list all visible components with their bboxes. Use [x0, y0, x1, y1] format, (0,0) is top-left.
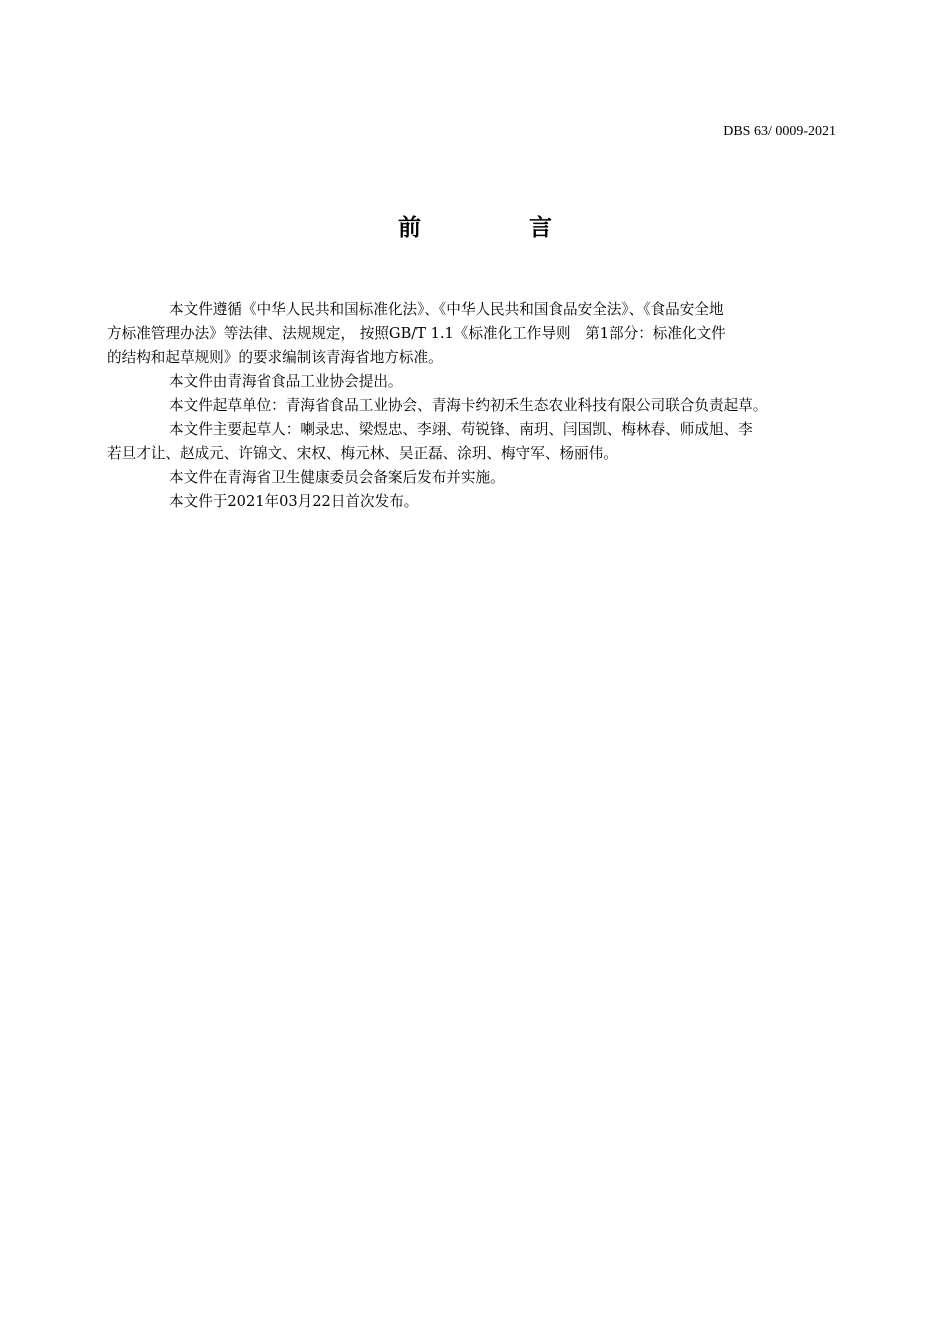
paragraph-line: 本文件遵循《中华人民共和国标准化法》、《中华人民共和国食品安全法》、《食品安全地 — [169, 301, 724, 318]
page-title: 前 言 — [397, 215, 602, 241]
paragraph-line: 若旦才让、赵成元、许锦文、宋权、梅元林、吴正磊、涂玥、梅守军、杨丽伟。 — [107, 445, 618, 462]
paragraph-release-date — [138, 490, 838, 514]
paragraph-drafting-units — [138, 394, 838, 418]
paragraph-drafters — [107, 418, 838, 466]
paragraph-proposer — [138, 370, 838, 394]
paragraph-line: 本文件于2021年03月22日首次发布。 — [169, 493, 419, 510]
paragraph-basis — [107, 298, 838, 370]
paragraph-line: 本文件起草单位：青海省食品工业协会、青海卡约初禾生态农业科技有限公司联合负责起草。 — [169, 397, 768, 414]
paragraph-line: 本文件由青海省食品工业协会提出。 — [169, 373, 403, 390]
foreword-body — [107, 298, 838, 514]
paragraph-filing — [138, 466, 838, 490]
paragraph-line: 的结构和起草规则》的要求编制该青海省地方标准。 — [107, 349, 443, 366]
paragraph-line: 本文件在青海省卫生健康委员会备案后发布并实施。 — [169, 469, 505, 486]
document-code: DBS 63/ 0009-2021 — [723, 124, 836, 139]
paragraph-line: 方标准管理办法》等法律、法规规定， 按照GB/T 1.1《标准化工作导则 第1部分：标准化文件 — [107, 325, 726, 342]
paragraph-line: 本文件主要起草人：喇录忠、梁煜忠、李翊、苟锐锋、南玥、闫国凯、梅林春、师成旭、李 — [169, 421, 753, 438]
